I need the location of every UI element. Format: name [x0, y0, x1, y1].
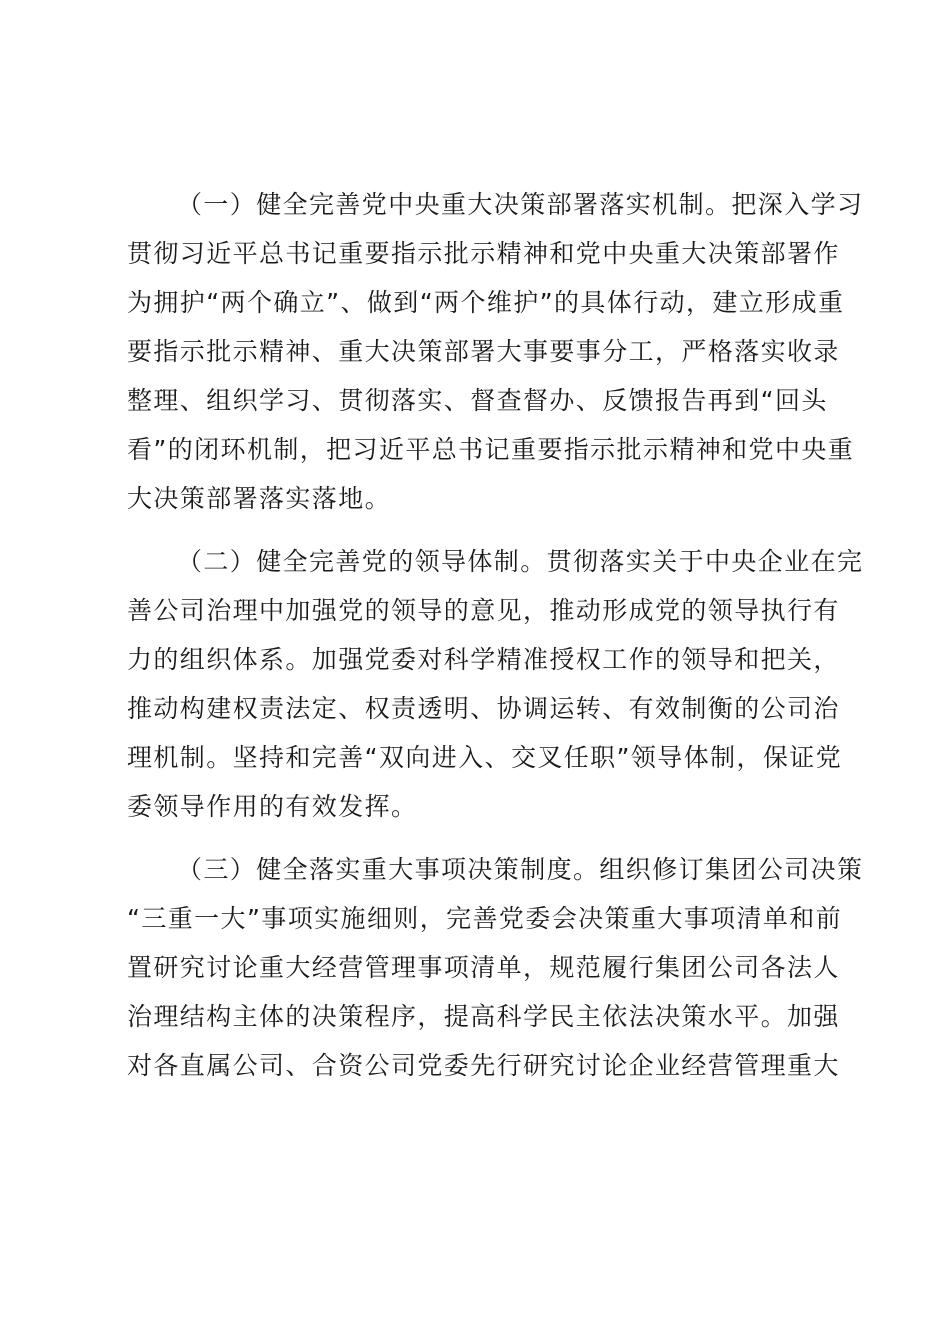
paragraph-line: 要指示批示精神、重大决策部署大事要事分工，严格落实收录: [127, 337, 840, 366]
paragraph-line: （一）健全完善党中央重大决策部署落实机制。把深入学习: [177, 190, 864, 219]
paragraph-2: [127, 537, 864, 831]
document-body: [127, 180, 864, 1104]
paragraph-line: 理机制。坚持和完善“双向进入、交叉任职”领导体制，保证党: [127, 743, 843, 772]
paragraph-line: 置研究讨论重大经营管理事项清单，规范履行集团公司各法人: [127, 953, 840, 982]
paragraph-line: “三重一大”事项实施细则，完善党委会决策重大事项清单和前: [127, 904, 843, 933]
paragraph-line: 整理、组织学习、贯彻落实、督查督办、反馈报告再到“回头: [127, 386, 828, 415]
paragraph-line: 看”的闭环机制，把习近平总书记重要指示批示精神和党中央重: [127, 435, 855, 464]
paragraph-3: [127, 845, 864, 1090]
paragraph-line: 为拥护“两个确立”、做到“两个维护”的具体行动，建立形成重: [127, 288, 845, 317]
paragraph-1: [127, 180, 864, 523]
paragraph-line: （二）健全完善党的领导体制。贯彻落实关于中央企业在完: [177, 547, 864, 576]
paragraph-line: 对各直属公司、合资公司党委先行研究讨论企业经营管理重大: [127, 1051, 840, 1080]
paragraph-line: 贯彻习近平总书记重要指示批示精神和党中央重大决策部署作: [127, 239, 840, 268]
paragraph-line: 委领导作用的有效发挥。: [127, 792, 418, 821]
paragraph-line: 治理结构主体的决策程序，提高科学民主依法决策水平。加强: [127, 1002, 840, 1031]
paragraph-line: 力的组织体系。加强党委对科学精准授权工作的领导和把关，: [127, 645, 840, 674]
paragraph-line: 大决策部署落实落地。: [127, 484, 392, 513]
paragraph-line: （三）健全落实重大事项决策制度。组织修订集团公司决策: [177, 855, 864, 884]
paragraph-line: 善公司治理中加强党的领导的意见，推动形成党的领导执行有: [127, 596, 840, 625]
paragraph-line: 推动构建权责法定、权责透明、协调运转、有效制衡的公司治: [127, 694, 840, 723]
